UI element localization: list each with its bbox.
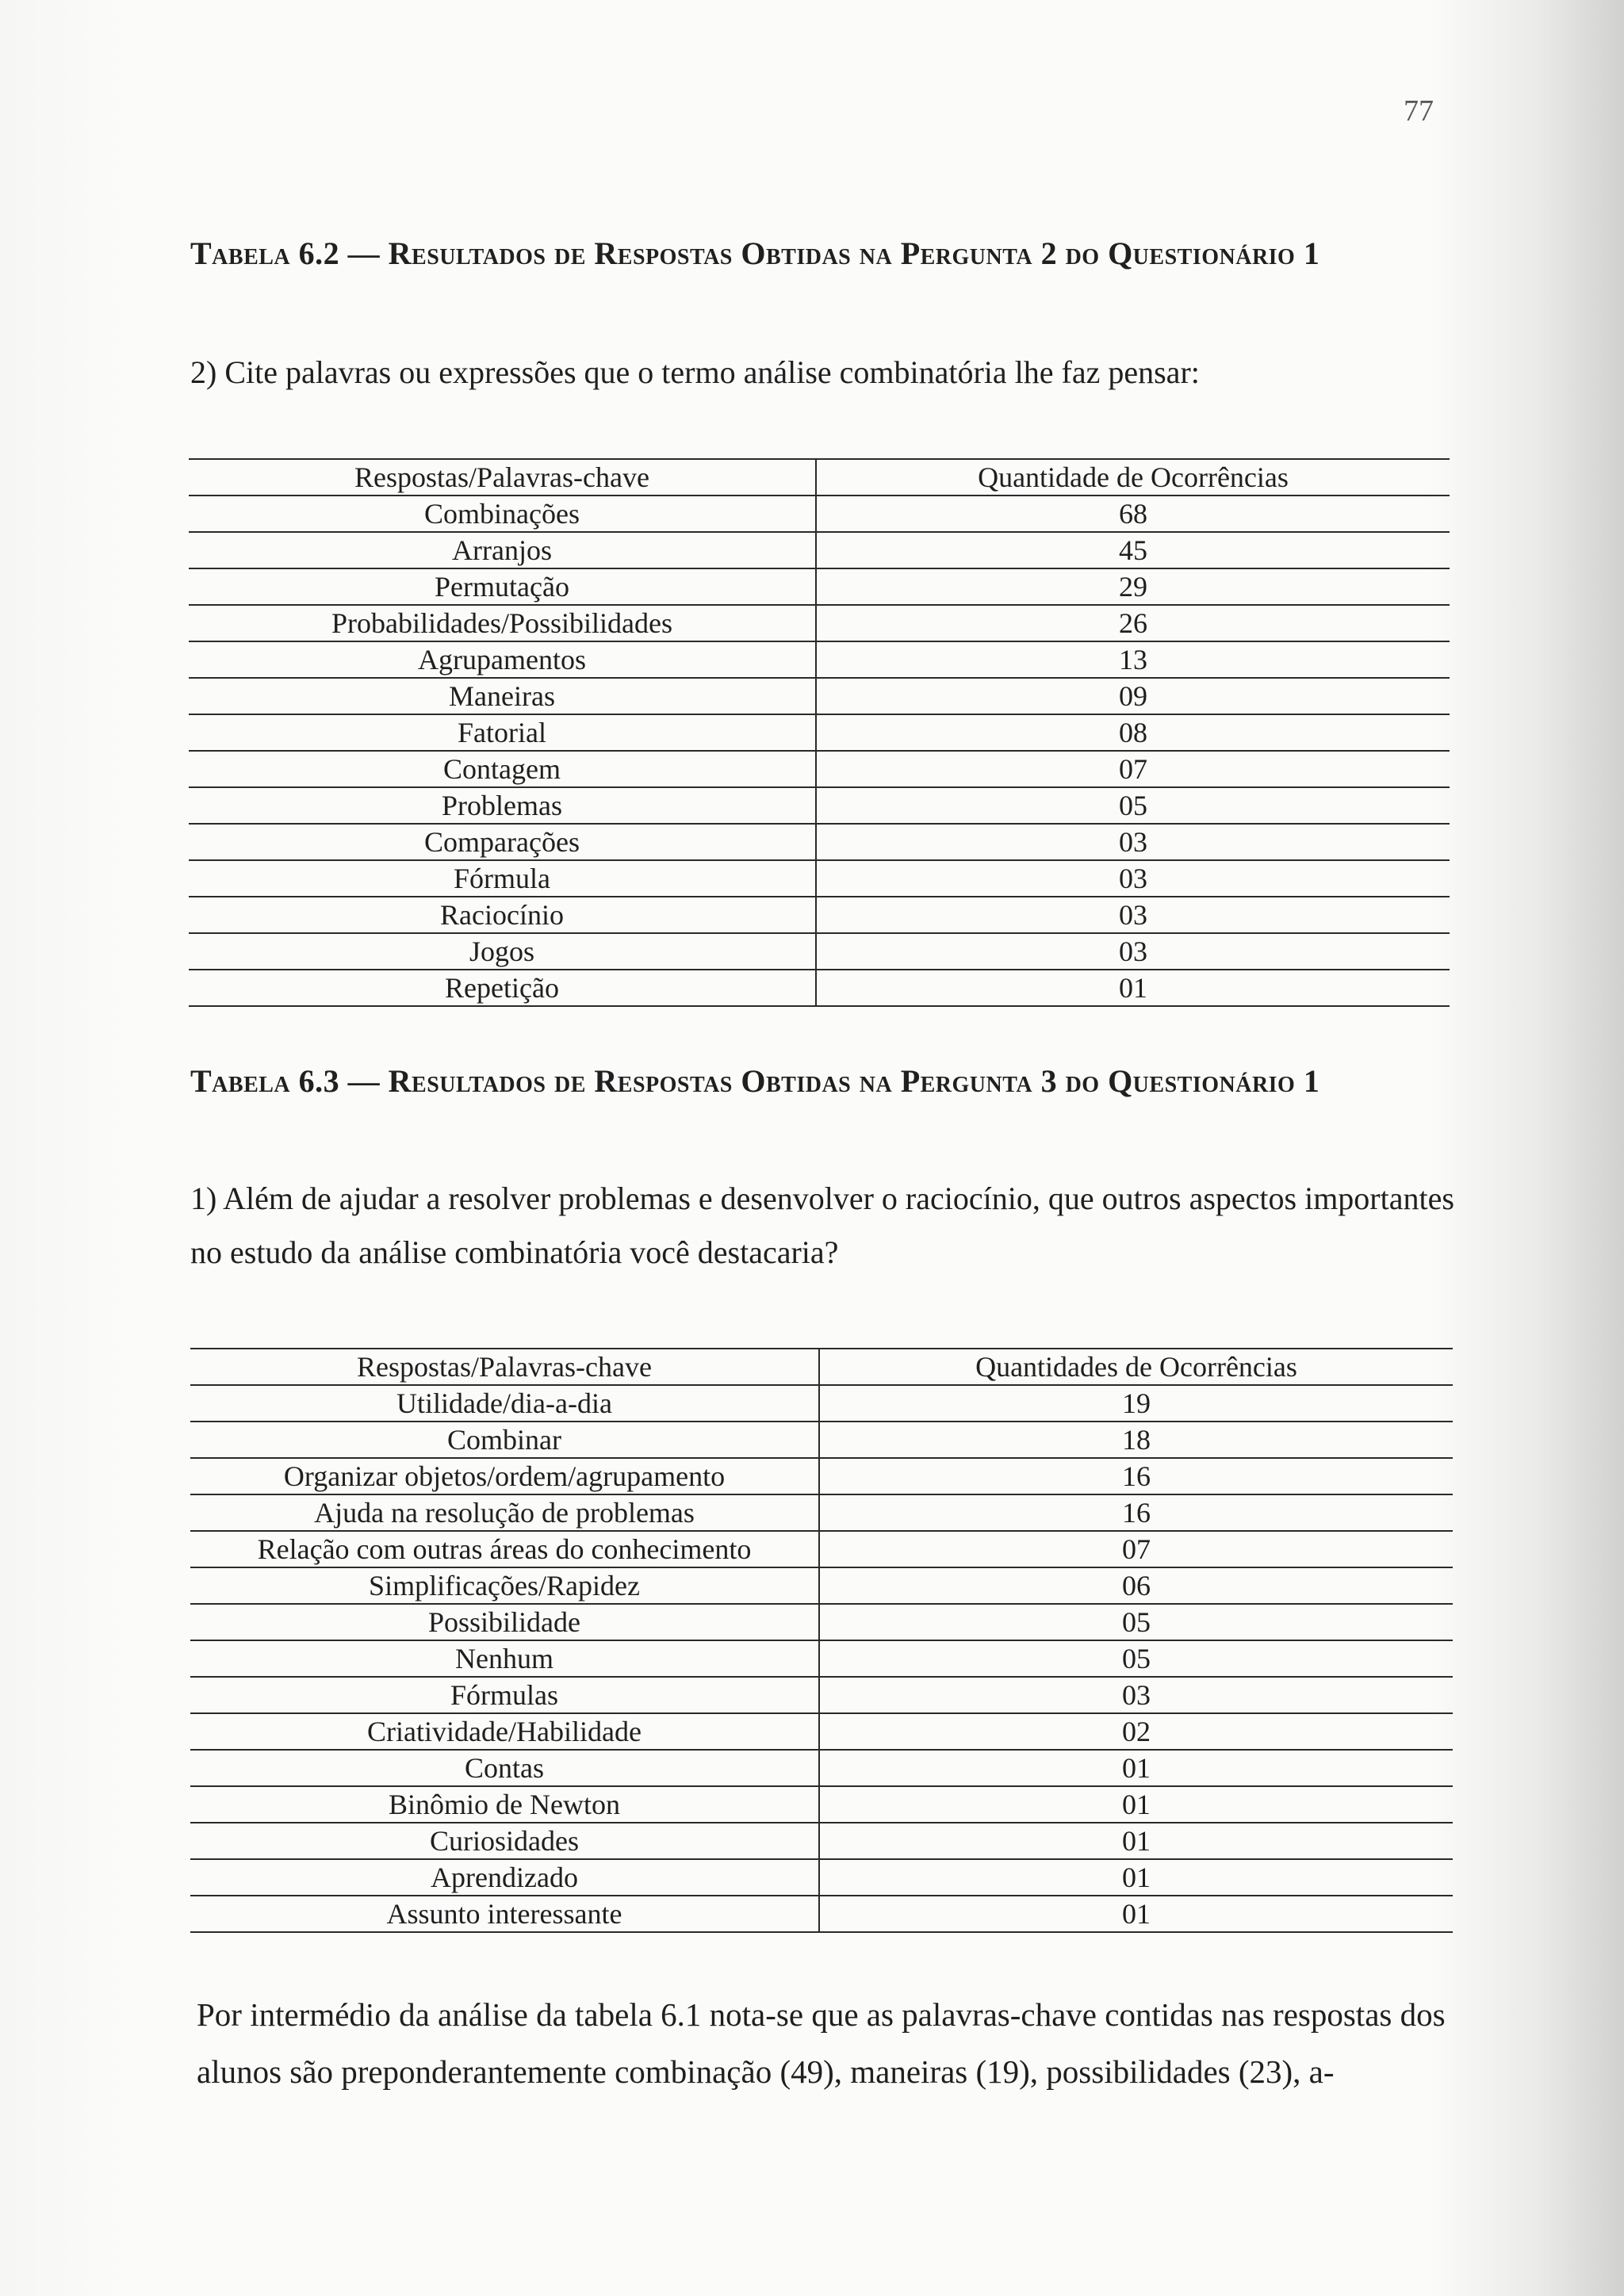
response-cell: Binômio de Newton — [190, 1786, 819, 1823]
response-cell: Contas — [190, 1750, 819, 1786]
column-header-responses: Respostas/Palavras-chave — [190, 1349, 819, 1385]
response-cell: Combinar — [190, 1422, 819, 1458]
occurrence-count-cell: 08 — [816, 714, 1450, 751]
column-header-occurrences: Quantidades de Ocorrências — [819, 1349, 1453, 1385]
table-row — [190, 1531, 1453, 1567]
occurrence-count-cell: 01 — [819, 1750, 1453, 1786]
response-cell: Relação com outras áreas do conhecimento — [190, 1531, 819, 1567]
occurrence-count-cell: 05 — [816, 787, 1450, 824]
response-cell: Fórmulas — [190, 1677, 819, 1713]
table-row — [190, 1713, 1453, 1750]
response-cell: Problemas — [189, 787, 816, 824]
table-6-2 — [189, 458, 1450, 1007]
response-cell: Maneiras — [189, 678, 816, 714]
page-number: 77 — [1404, 94, 1434, 128]
table-row — [190, 1458, 1453, 1494]
table-row — [190, 1494, 1453, 1531]
response-cell: Nenhum — [190, 1640, 819, 1677]
response-cell: Repetição — [189, 970, 816, 1006]
response-cell: Fórmula — [189, 860, 816, 897]
table-row — [189, 496, 1450, 532]
table-row — [190, 1567, 1453, 1604]
occurrence-count-cell: 19 — [819, 1385, 1453, 1422]
table-row — [189, 641, 1450, 678]
response-cell: Possibilidade — [190, 1604, 819, 1640]
table-row — [190, 1896, 1453, 1932]
table-row — [190, 1786, 1453, 1823]
response-cell: Agrupamentos — [189, 641, 816, 678]
table-row — [189, 532, 1450, 568]
table-row — [189, 568, 1450, 605]
occurrence-count-cell: 06 — [819, 1567, 1453, 1604]
table-row — [190, 1640, 1453, 1677]
table-row — [189, 824, 1450, 860]
question-3-text: 1) Além de ajudar a resolver problemas e desenvolver o raciocínio, que outros aspectos importantes no estudo da análise combinatória você destacaria? — [190, 1181, 1454, 1270]
response-cell: Assunto interessante — [190, 1896, 819, 1932]
table-row — [189, 933, 1450, 970]
table-row — [189, 970, 1450, 1006]
occurrence-count-cell: 45 — [816, 532, 1450, 568]
question-2-text: 2) Cite palavras ou expressões que o termo análise combinatória lhe faz pensar: — [190, 354, 1200, 390]
table-row — [190, 1750, 1453, 1786]
occurrence-count-cell: 01 — [819, 1896, 1453, 1932]
occurrence-count-cell: 03 — [819, 1677, 1453, 1713]
table-body — [190, 1385, 1453, 1932]
occurrence-count-cell: 18 — [819, 1422, 1453, 1458]
table-body — [189, 496, 1450, 1006]
occurrence-count-cell: 01 — [819, 1786, 1453, 1823]
occurrence-count-cell: 07 — [816, 751, 1450, 787]
occurrence-count-cell: 02 — [819, 1713, 1453, 1750]
response-cell: Arranjos — [189, 532, 816, 568]
table-row — [190, 1677, 1453, 1713]
table-row — [190, 1823, 1453, 1859]
response-cell: Ajuda na resolução de problemas — [190, 1494, 819, 1531]
column-header-responses: Respostas/Palavras-chave — [189, 459, 816, 496]
response-cell: Utilidade/dia-a-dia — [190, 1385, 819, 1422]
table-row — [189, 751, 1450, 787]
table-row — [189, 714, 1450, 751]
column-header-occurrences: Quantidade de Ocorrências — [816, 459, 1450, 496]
response-cell: Contagem — [189, 751, 816, 787]
response-cell: Probabilidades/Possibilidades — [189, 605, 816, 641]
response-cell: Organizar objetos/ordem/agrupamento — [190, 1458, 819, 1494]
occurrence-count-cell: 05 — [819, 1640, 1453, 1677]
occurrence-count-cell: 13 — [816, 641, 1450, 678]
response-cell: Raciocínio — [189, 897, 816, 933]
table-row — [189, 787, 1450, 824]
occurrence-count-cell: 03 — [816, 933, 1450, 970]
occurrence-count-cell: 03 — [816, 860, 1450, 897]
table-row — [190, 1859, 1453, 1896]
table-header-row — [189, 459, 1450, 496]
occurrence-count-cell: 09 — [816, 678, 1450, 714]
table-header-row — [190, 1349, 1453, 1385]
occurrence-count-cell: 05 — [819, 1604, 1453, 1640]
table-row — [189, 678, 1450, 714]
occurrence-count-cell: 03 — [816, 824, 1450, 860]
occurrence-count-cell: 16 — [819, 1458, 1453, 1494]
response-cell: Simplificações/Rapidez — [190, 1567, 819, 1604]
table-row — [189, 860, 1450, 897]
table-row — [189, 897, 1450, 933]
page-edge-shadow — [1537, 0, 1624, 2296]
response-cell: Jogos — [189, 933, 816, 970]
occurrence-count-cell: 16 — [819, 1494, 1453, 1531]
response-cell: Comparações — [189, 824, 816, 860]
occurrence-count-cell: 01 — [816, 970, 1450, 1006]
occurrence-count-cell: 07 — [819, 1531, 1453, 1567]
table-6-2-caption: Tabela 6.2 — Resultados de Respostas Obtidas na Pergunta 2 do Questionário 1 — [190, 235, 1320, 271]
occurrence-count-cell: 29 — [816, 568, 1450, 605]
response-cell: Permutação — [189, 568, 816, 605]
table-6-3-caption: Tabela 6.3 — Resultados de Respostas Obtidas na Pergunta 3 do Questionário 1 — [190, 1063, 1320, 1099]
occurrence-count-cell: 68 — [816, 496, 1450, 532]
table-6-3 — [190, 1348, 1453, 1933]
response-cell: Curiosidades — [190, 1823, 819, 1859]
table-row — [190, 1604, 1453, 1640]
occurrence-count-cell: 01 — [819, 1823, 1453, 1859]
body-paragraph: Por intermédio da análise da tabela 6.1 nota-se que as palavras-chave contidas nas respostas dos alunos são preponderantemente combinação (49), maneiras (19), possibilidades (23), a- — [197, 1996, 1446, 2090]
table-row — [189, 605, 1450, 641]
response-cell: Combinações — [189, 496, 816, 532]
occurrence-count-cell: 26 — [816, 605, 1450, 641]
occurrence-count-cell: 01 — [819, 1859, 1453, 1896]
table-row — [190, 1422, 1453, 1458]
response-cell: Aprendizado — [190, 1859, 819, 1896]
response-cell: Criatividade/Habilidade — [190, 1713, 819, 1750]
table-row — [190, 1385, 1453, 1422]
occurrence-count-cell: 03 — [816, 897, 1450, 933]
response-cell: Fatorial — [189, 714, 816, 751]
